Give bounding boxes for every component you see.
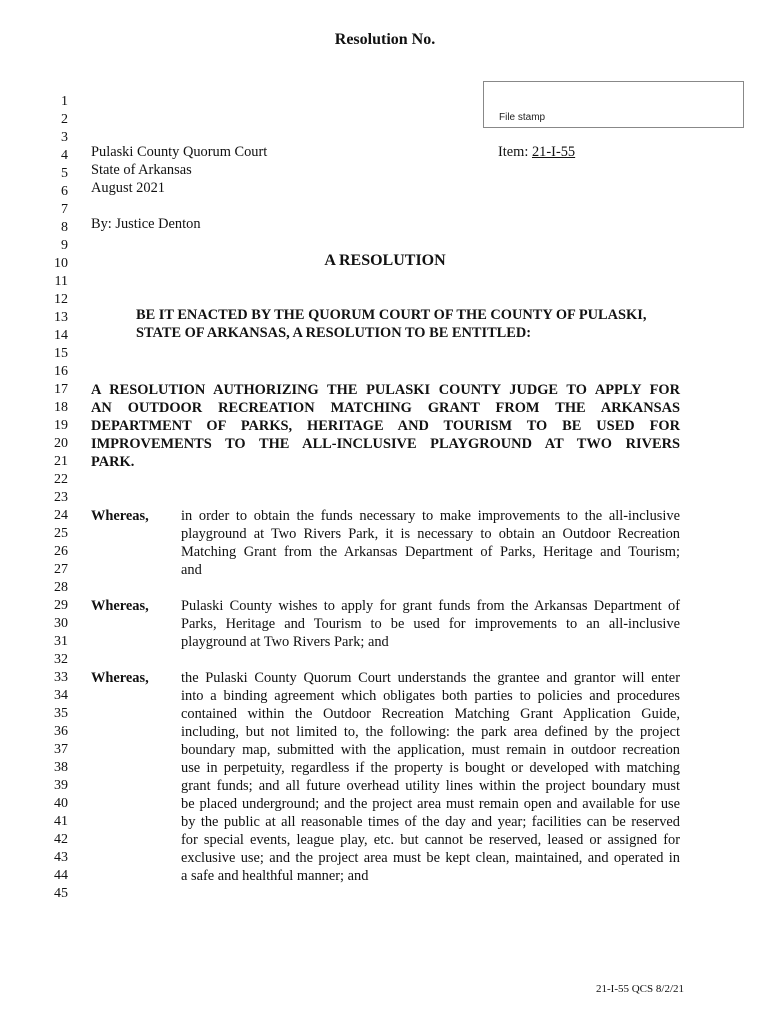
resolution-title-line: AN OUTDOOR RECREATION MATCHING GRANT FROM THE ARKANSAS bbox=[91, 400, 680, 416]
line-number: 19 bbox=[54, 418, 68, 433]
line-number: 43 bbox=[54, 850, 68, 865]
whereas-text-line: a safe and healthful manner; and bbox=[181, 868, 369, 884]
line-number: 16 bbox=[54, 364, 68, 379]
whereas-text-line: the Pulaski County Quorum Court understands the grantee and grantor will enter bbox=[181, 670, 680, 686]
whereas-text-line: use in perpetuity, regardless if the property is bought or developed with matching bbox=[181, 760, 680, 776]
resolution-title-line: IMPROVEMENTS TO THE ALL-INCLUSIVE PLAYGROUND AT TWO RIVERS bbox=[91, 436, 680, 452]
line-number: 27 bbox=[54, 562, 68, 577]
line-number: 44 bbox=[54, 868, 68, 883]
line-number: 11 bbox=[54, 274, 68, 289]
line-number: 9 bbox=[61, 238, 68, 253]
enacted-line-2: STATE OF ARKANSAS, A RESOLUTION TO BE ENTITLED: bbox=[136, 325, 532, 341]
file-stamp-label: File stamp bbox=[499, 112, 546, 123]
sponsor: By: Justice Denton bbox=[91, 216, 201, 232]
whereas-text-line: into a binding agreement which obligates both parties to policies and procedures bbox=[181, 688, 680, 704]
line-number: 24 bbox=[54, 508, 68, 523]
line-number: 32 bbox=[54, 652, 68, 667]
line-number: 2 bbox=[61, 112, 68, 127]
whereas-text-line: be placed underground; and the project area must remain open and available for use bbox=[181, 796, 680, 812]
line-number: 14 bbox=[54, 328, 68, 343]
line-number: 18 bbox=[54, 400, 68, 415]
line-number: 41 bbox=[54, 814, 68, 829]
whereas-text-line: playground at Two Rivers Park, it is necessary to obtain an Outdoor Recreation bbox=[181, 526, 680, 542]
line-number: 23 bbox=[54, 490, 68, 505]
line-number: 22 bbox=[54, 472, 68, 487]
line-number: 6 bbox=[61, 184, 68, 199]
line-number: 28 bbox=[54, 580, 68, 595]
whereas-text-line: contained within the Outdoor Recreation Matching Grant Application Guide, bbox=[181, 706, 680, 722]
line-number: 7 bbox=[61, 202, 68, 217]
whereas-text-line: by the public at all reasonable times of the day and year; facilities can be reserved bbox=[181, 814, 680, 830]
whereas-text-line: in order to obtain the funds necessary to make improvements to the all-inclusive bbox=[181, 508, 680, 524]
whereas-text-line: Parks, Heritage and Tourism to be used for improvements to an all-inclusive bbox=[181, 616, 680, 632]
line-number: 8 bbox=[61, 220, 68, 235]
line-number: 42 bbox=[54, 832, 68, 847]
line-number: 33 bbox=[54, 670, 68, 685]
line-number: 26 bbox=[54, 544, 68, 559]
line-number: 5 bbox=[61, 166, 68, 181]
line-number: 35 bbox=[54, 706, 68, 721]
line-number: 40 bbox=[54, 796, 68, 811]
line-number: 10 bbox=[54, 256, 68, 271]
whereas-text-line: boundary map, submitted with the application, must remain in outdoor recreation bbox=[181, 742, 680, 758]
line-number: 20 bbox=[54, 436, 68, 451]
line-number: 29 bbox=[54, 598, 68, 613]
document-title: Resolution No. bbox=[334, 31, 436, 48]
whereas-text-line: Matching Grant from the Arkansas Department of Parks, Heritage and Tourism; bbox=[181, 544, 680, 560]
whereas-text-line: playground at Two Rivers Park; and bbox=[181, 634, 389, 650]
state-name: State of Arkansas bbox=[91, 162, 192, 178]
court-name: Pulaski County Quorum Court bbox=[91, 144, 268, 160]
whereas-label: Whereas, bbox=[91, 670, 149, 686]
line-number: 36 bbox=[54, 724, 68, 739]
whereas-label: Whereas, bbox=[91, 598, 149, 614]
whereas-text-line: including, but not limited to, the following: the park area defined by the project bbox=[181, 724, 680, 740]
line-number: 39 bbox=[54, 778, 68, 793]
line-number: 31 bbox=[54, 634, 68, 649]
whereas-text-line: for special events, league play, etc. but cannot be reserved, leased or assigned for bbox=[181, 832, 680, 848]
resolution-title-line: A RESOLUTION AUTHORIZING THE PULASKI COUNTY JUDGE TO APPLY FOR bbox=[91, 382, 680, 398]
file-stamp-box bbox=[483, 81, 744, 128]
line-number: 30 bbox=[54, 616, 68, 631]
item-label: Item: bbox=[498, 144, 532, 160]
line-number: 17 bbox=[54, 382, 68, 397]
item-value: 21-I-55 bbox=[531, 144, 576, 160]
resolution-title-line: PARK. bbox=[91, 454, 135, 470]
line-number: 25 bbox=[54, 526, 68, 541]
line-number: 13 bbox=[54, 310, 68, 325]
footer-code: 21-I-55 QCS 8/2/21 bbox=[596, 983, 684, 995]
line-number: 3 bbox=[61, 130, 68, 145]
whereas-text-line: grant funds; and all future overhead utility lines within the project boundary must bbox=[181, 778, 680, 794]
line-number: 21 bbox=[54, 454, 68, 469]
line-number: 34 bbox=[54, 688, 68, 703]
line-number: 45 bbox=[54, 886, 68, 901]
line-number: 12 bbox=[54, 292, 68, 307]
resolution-heading: A RESOLUTION bbox=[324, 252, 446, 269]
line-number: 37 bbox=[54, 742, 68, 757]
line-number: 38 bbox=[54, 760, 68, 775]
resolution-title-line: DEPARTMENT OF PARKS, HERITAGE AND TOURISM TO BE USED FOR bbox=[91, 418, 680, 434]
line-number: 4 bbox=[61, 148, 68, 163]
item-number bbox=[498, 143, 575, 161]
date: August 2021 bbox=[91, 180, 165, 196]
whereas-text-line: exclusive use; and the project area must be kept clean, maintained, and operated in bbox=[181, 850, 680, 866]
whereas-text-line: and bbox=[181, 562, 202, 578]
line-number: 1 bbox=[61, 94, 68, 109]
line-number: 15 bbox=[54, 346, 68, 361]
whereas-text-line: Pulaski County wishes to apply for grant funds from the Arkansas Department of bbox=[181, 598, 680, 614]
enacted-line-1: BE IT ENACTED BY THE QUORUM COURT OF THE COUNTY OF PULASKI, bbox=[136, 307, 647, 323]
whereas-label: Whereas, bbox=[91, 508, 149, 524]
